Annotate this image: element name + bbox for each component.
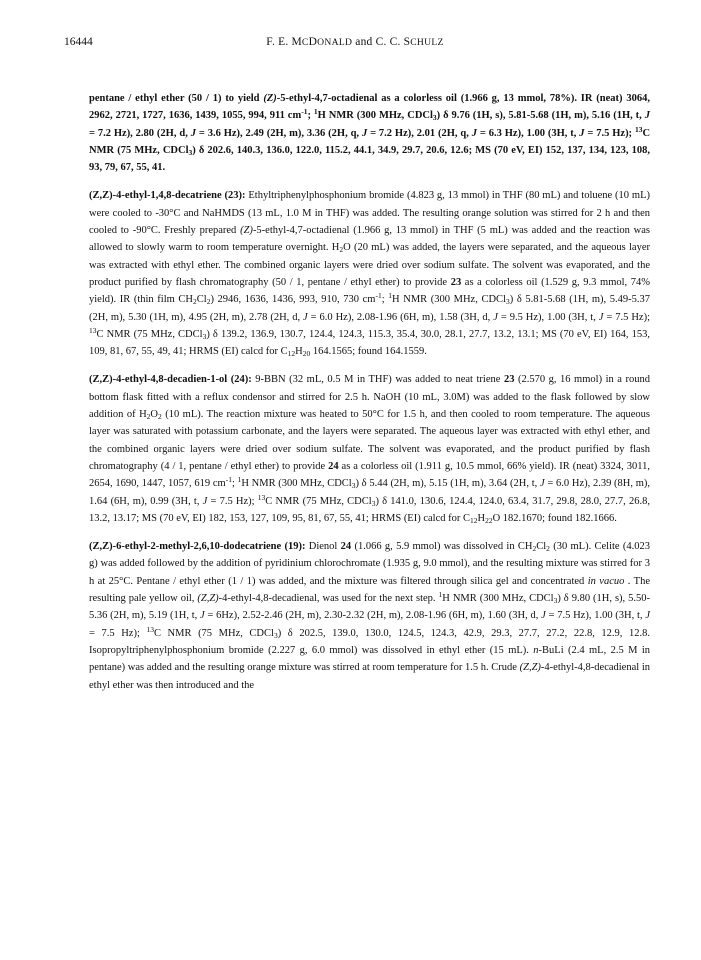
subscript: 3 (273, 630, 278, 640)
subscript: 3 (371, 498, 376, 508)
subscript: 3 (202, 331, 207, 341)
subscript: 20 (302, 349, 311, 359)
text-run: H (477, 512, 486, 524)
italic-run: J (199, 610, 205, 622)
text-run: Cl (196, 294, 207, 306)
text-run: 164.1565; found 164.1559. (310, 346, 427, 358)
subscript: 2 (146, 412, 151, 422)
italic-run: (Z,Z) (197, 593, 219, 605)
text-run: = 6Hz), 2.52-2.46 (2H, m), 2.30-2.32 (2H, m), 2.08-1.96 (6H, m), 1.60 (3H, d, (204, 610, 542, 622)
italic-run: J (361, 127, 368, 139)
text-run: ) δ 202.6, 140.3, 136.0, 122.0, 115.2, 44.1, 34.9, 29.7, 20.6, 12.6; MS (70 eV, EI) 152, 137, 134, 123, 108, 93, 79, 67, 55, 41. (89, 144, 650, 174)
subscript: 2 (546, 544, 550, 554)
superscript: -1 (301, 107, 308, 117)
subscript: 2 (339, 245, 344, 255)
compound-number: 23 (450, 276, 462, 288)
text-run: H NMR (300 MHz, CDCl (317, 110, 433, 122)
text-run: -4-ethyl-4,8-decadienal in ethyl ether was then introduced and the (89, 662, 650, 691)
page-header (64, 36, 646, 54)
subscript: 2 (532, 544, 537, 554)
running-head-authors (64, 36, 646, 48)
text-run: -4-ethyl-4,8-decadienal, was used for the next step. (218, 593, 439, 605)
text-run: H NMR (300 MHz, CDCl (241, 478, 352, 490)
superscript: 1 (313, 107, 318, 117)
text-run: Dienol (305, 541, 341, 553)
text-run: = 7.5 Hz); (603, 311, 650, 323)
superscript: 13 (146, 624, 154, 634)
italic-run: in vacuo (587, 575, 625, 587)
italic-run: J (202, 495, 208, 507)
compound-number: 23 (503, 374, 515, 386)
text-run: = 6.0 Hz), 2.39 (8H, m), 1.64 (6H, m), 0.99 (3H, t, (89, 478, 651, 507)
text-run: -5-ethyl-4,7-octadienal (1.966 g, 13 mmol) in THF (5 mL) was added and the reaction was allowed to slowly warm to room temperature overnight. H (89, 225, 650, 254)
author-2-smallcaps: CHULZ (410, 37, 444, 48)
italic-run: J (644, 110, 650, 122)
superscript: 1 (438, 590, 443, 600)
italic-run: n (533, 644, 539, 656)
italic-run: J (598, 311, 604, 323)
text-run: O (20 mL) was added, the layers were separated, and the aqueous layer was extracted with ethyl ether. The combined organic layers were dried over sodium sulfate. The solvent was evaporated, and the product purified by flash chromatography (50 / 1, pentane / ethyl ether) to provide (89, 242, 650, 288)
text-run: pentane / ethyl ether (50 / 1) to yield (89, 93, 264, 104)
text-run: ; (381, 294, 389, 306)
superscript: 13 (257, 492, 266, 502)
compound-number: 24 (328, 460, 339, 472)
text-run: H (295, 346, 303, 358)
italic-run: (Z) (240, 225, 253, 237)
text-run: as a colorless oil (1.529 g, 9.3 mmol, 74% yield). IR (thin film CH (89, 276, 651, 306)
text-run: ) δ 5.44 (2H, m), 5.15 (1H, m), 3.64 (2H, t, (355, 478, 540, 490)
text-run: O (150, 409, 159, 421)
italic-run: J (303, 311, 308, 323)
subscript: 3 (351, 481, 356, 491)
subscript: 3 (188, 147, 193, 157)
italic-run: J (190, 127, 196, 139)
superscript: 13 (634, 124, 643, 134)
subscript: 3 (505, 297, 510, 307)
text-run: = 7.2 Hz), 2.01 (2H, q, (367, 127, 472, 139)
italic-run: J (645, 610, 650, 622)
text-run: = 7.5 Hz); (207, 495, 258, 507)
italic-run: J (493, 311, 498, 323)
text-run: = 6.3 Hz), 1.00 (3H, t, (477, 127, 580, 139)
text-run: = 7.5 Hz), 1.00 (3H, t, (545, 610, 646, 622)
subscript: 2 (206, 297, 211, 307)
text-run: ; (231, 478, 238, 490)
italic-run: J (539, 478, 545, 490)
subscript: 12 (287, 349, 296, 359)
text-run: C NMR (75 MHz, CDCl (96, 328, 203, 340)
text-run: Cl (536, 541, 547, 553)
subscript: 2 (158, 412, 162, 422)
compound-heading: (Z,Z)-4-ethyl-1,4,8-decatriene (23): (89, 190, 246, 202)
compound-heading: (Z,Z)-6-ethyl-2-methyl-2,6,10-dodecatriene (19): (89, 541, 306, 553)
text-run: as a colorless oil (1.911 g, 10.5 mmol, 66% yield). IR (neat) 3324, 3011, 2654, 1690, 1447, 1057, 619 cm (89, 460, 650, 490)
text-run: H NMR (300 MHz, CDCl (442, 593, 554, 605)
paragraph-octadienal (89, 90, 650, 176)
text-run: 9-BBN (32 mL, 0.5 M in THF) was added to neat triene (251, 374, 504, 386)
text-run: (10 mL). The reaction mixture was heated to 50°C for 1.5 h, and then cooled to room temperature. The aqueous layer was saturated with potassium carbonate, and the layers were separated. The aqueous layer was extracted with ethyl ether, and the combined organic layers were dried over sodium sulfate. The solvent was evaporated, and the product purified by flash chromatography (4 / 1, pentane / ethyl ether) to provide (89, 409, 650, 472)
text-run: . The resulting pale yellow oil, (89, 575, 650, 605)
paragraph-decatriene (89, 187, 650, 360)
italic-run: (Z) (263, 93, 277, 104)
text-run: (1.066 g, 5.9 mmol) was dissolved in CH (351, 541, 533, 553)
text-run: H NMR (300 MHz, CDCl (392, 294, 506, 306)
text-run: = 7.5 Hz); (584, 127, 635, 139)
author-1-smallcaps-rest: ONALD (317, 37, 353, 48)
subscript: 2 (193, 297, 197, 307)
subscript: 12 (470, 515, 478, 525)
text-run: = 7.5 Hz); (89, 627, 147, 639)
text-run: C NMR (75 MHz, CDCl (89, 127, 651, 156)
body-text (89, 90, 650, 705)
superscript: -1 (225, 475, 232, 485)
superscript: 1 (237, 475, 242, 485)
paragraph-decadienol (89, 371, 650, 527)
subscript: 3 (432, 113, 437, 123)
superscript: 1 (388, 291, 393, 301)
text-run: C NMR (75 MHz, CDCl (153, 627, 274, 639)
subscript: 3 (553, 596, 558, 606)
text-run: ) δ 202.5, 139.0, 130.0, 124.5, 124.3, 42.9, 29.3, 27.7, 27.2, 22.8, 12.9, 12.8. Isopropyltriphenylphosphonium bromide (2.227 g, 6.0 mmol) was dissolved in ethyl ether (15 mL). (89, 627, 650, 656)
text-run: ) δ 9.80 (1H, s), 5.50-5.36 (2H, m), 5.19 (1H, t, (89, 593, 650, 622)
superscript: -1 (375, 291, 382, 301)
text-run: (2.570 g, 16 mmol) in a round bottom flask fitted with a reflux condensor and stirred for 2.5 h. NaOH (10 mL, 3.0M) was added to the flask followed by slow addition of H (89, 374, 650, 421)
superscript: 13 (89, 325, 97, 335)
author-1-smallcaps: C (301, 37, 309, 48)
author-1-cap: D (308, 36, 318, 48)
text-run: = 7.2 Hz), 2.80 (2H, d, (89, 127, 191, 139)
author-2-part: and C. C. S (352, 36, 411, 48)
text-run: ) 2946, 1636, 1436, 993, 910, 730 cm (210, 294, 376, 306)
text-run: Ethyltriphenylphosphonium bromide (4.823 g, 13 mmol) in THF (80 mL) and toluene (10 mL) were cooled to -30°C and NaHMDS (13 mL, 1.0 M in THF) was added. The resulting orange solution was stirred for 2 h and then cooled to -90°C. Freshly prepared (89, 190, 650, 237)
text-run: ) δ 141.0, 130.6, 124.4, 124.0, 63.4, 31.7, 29.8, 28.0, 27.7, 26.8, 13.2, 13.17; MS (70 eV, EI) 182, 153, 127, 109, 95, 81, 67, 55, 41; HRMS (EI) calcd for C (89, 495, 650, 524)
author-1-part: F. E. M (266, 36, 302, 48)
text-run: = 6.0 Hz), 2.08-1.96 (6H, m), 1.58 (3H, d, (307, 311, 494, 323)
text-run: (30 mL). Celite (4.023 g) was added followed by the addition of pyridinium chlorochromate (1.935 g, 9.0 mmol), and the resulting mixture was stirred for 3 h at 25°C. Pentane / ethyl ether (1 / 1) was added, and the mixture was filtered through silica gel and concentrated (89, 541, 651, 587)
italic-run: J (541, 610, 546, 622)
text-run: C NMR (75 MHz, CDCl (265, 495, 372, 507)
text-run: ) δ 9.76 (1H, s), 5.81-5.68 (1H, m), 5.16 (1H, t, (436, 110, 645, 122)
italic-run: J (471, 127, 478, 139)
text-run: ) δ 5.81-5.68 (1H, m), 5.49-5.37 (2H, m), 5.30 (1H, m), 4.95 (2H, m), 2.78 (2H, d, (89, 294, 651, 323)
italic-run: (Z,Z) (519, 662, 541, 674)
subscript: 22 (485, 515, 493, 525)
text-run: -5-ethyl-4,7-octadienal as a colorless oil (1.966 g, 13 mmol, 78%). IR (neat) 3064, 2962, 2721, 1727, 1636, 1439, 1055, 994, 911 cm (89, 93, 650, 122)
compound-heading: (Z,Z)-4-ethyl-4,8-decadien-1-ol (24): (89, 374, 252, 386)
compound-number: 24 (340, 541, 352, 553)
text-run: = 9.5 Hz), 1.00 (3H, t, (497, 311, 599, 323)
text-run: ) δ 139.2, 136.9, 130.7, 124.4, 124.3, 115.3, 35.4, 30.0, 28.1, 27.7, 13.2, 13.1; MS (70 eV, EI) 164, 153, 109, 81, 67, 55, 49, 41; HRMS (EI) calcd for C (89, 328, 650, 358)
paragraph-dodecatriene (89, 538, 650, 694)
page-number: 16444 (64, 36, 93, 48)
italic-run: J (579, 127, 585, 139)
text-run: = 3.6 Hz), 2.49 (2H, m), 3.36 (2H, q, (195, 127, 362, 139)
text-run: -BuLi (2.4 mL, 2.5 M in pentane) was added and the resulting orange mixture was stirred at room temperature for 1.5 h. Crude (89, 644, 650, 674)
text-run: O 182.1670; found 182.1666. (492, 512, 617, 524)
text-run: ; (307, 110, 314, 122)
